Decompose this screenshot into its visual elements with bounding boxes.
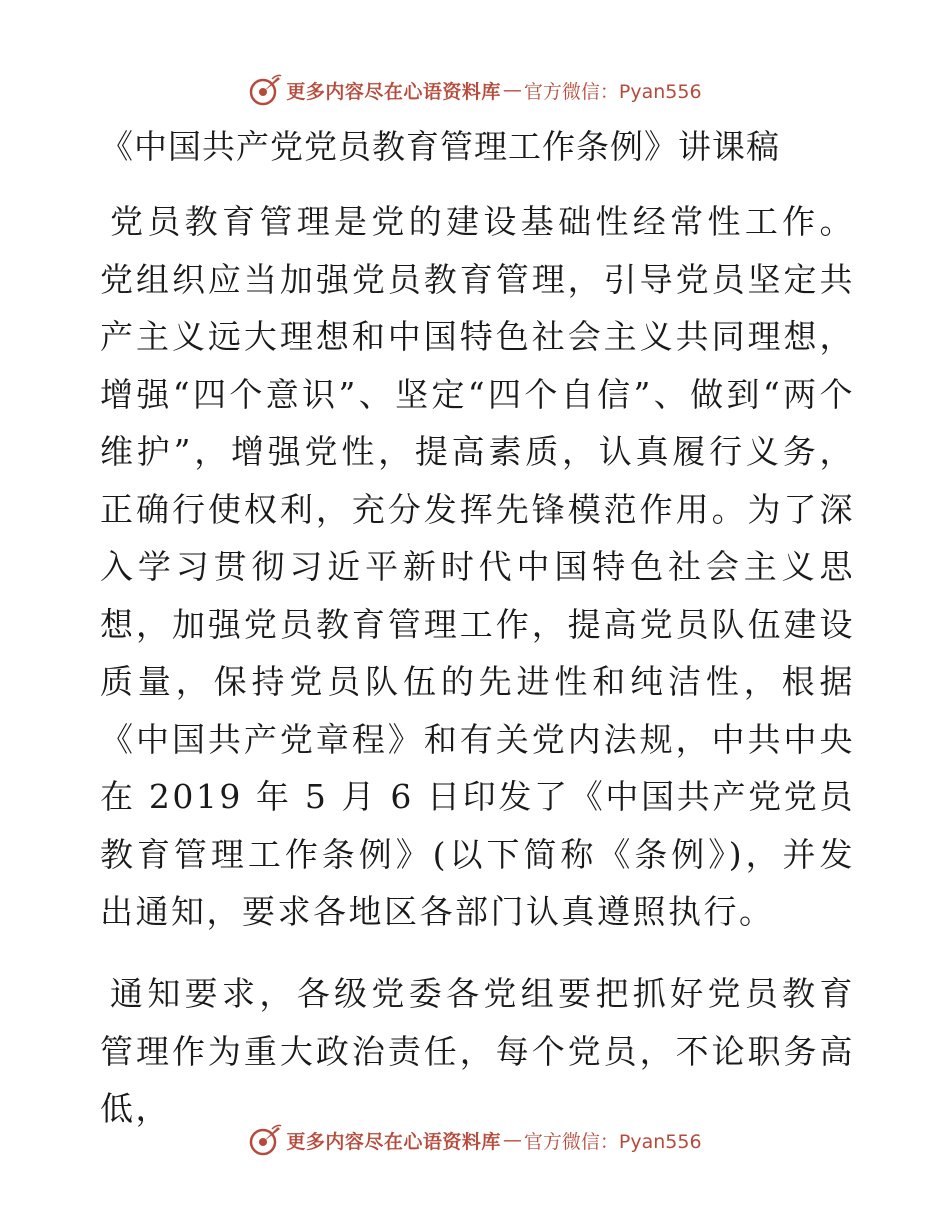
watermark-separator: — (502, 79, 522, 101)
document-title: 《中国共产党党员教育管理工作条例》讲课稿 (100, 127, 780, 166)
quill-logo-icon (248, 1123, 282, 1157)
watermark-separator: — (502, 1129, 522, 1151)
body-paragraph-1: 党员教育管理是党的建设基础性经常性工作。党组织应当加强党员教育管理，引导党员坚定共产主义远大理想和中国特色社会主义共同理想，增强“四个意识”、坚定“四个自信”、做到“两个维护”，增强党性，提高素质，认真履行义务，正确行使权利，充分发挥先锋模范作用。为了深入学习贯彻习近平新时代中国特色社会主义思想，加强党员教育管理工作，提高党员队伍建设质量，保持党员队伍的先进性和纯洁性，根据《中国共产党章程》和有关党内法规，中共中央在 2019 年 5 月 6 日印发了《中国共产党党员教育管理工作条例》(以下简称《条例》)，并发出通知，要求各地区各部门认真遵照执行。 (100, 202, 855, 931)
watermark-brand: 更多内容尽在心语资料库 (286, 80, 501, 103)
watermark-wechat: 官方微信：Pyan556 (523, 1130, 702, 1153)
watermark-header (0, 70, 950, 110)
body-paragraph-2: 通知要求，各级党委各党组要把抓好党员教育管理作为重大政治责任，每个党员，不论职务高低， (100, 974, 855, 1128)
watermark-brand: 更多内容尽在心语资料库 (286, 1130, 501, 1153)
quill-logo-icon (248, 73, 282, 107)
watermark-footer (0, 1120, 950, 1160)
watermark-wechat: 官方微信：Pyan556 (523, 80, 702, 103)
